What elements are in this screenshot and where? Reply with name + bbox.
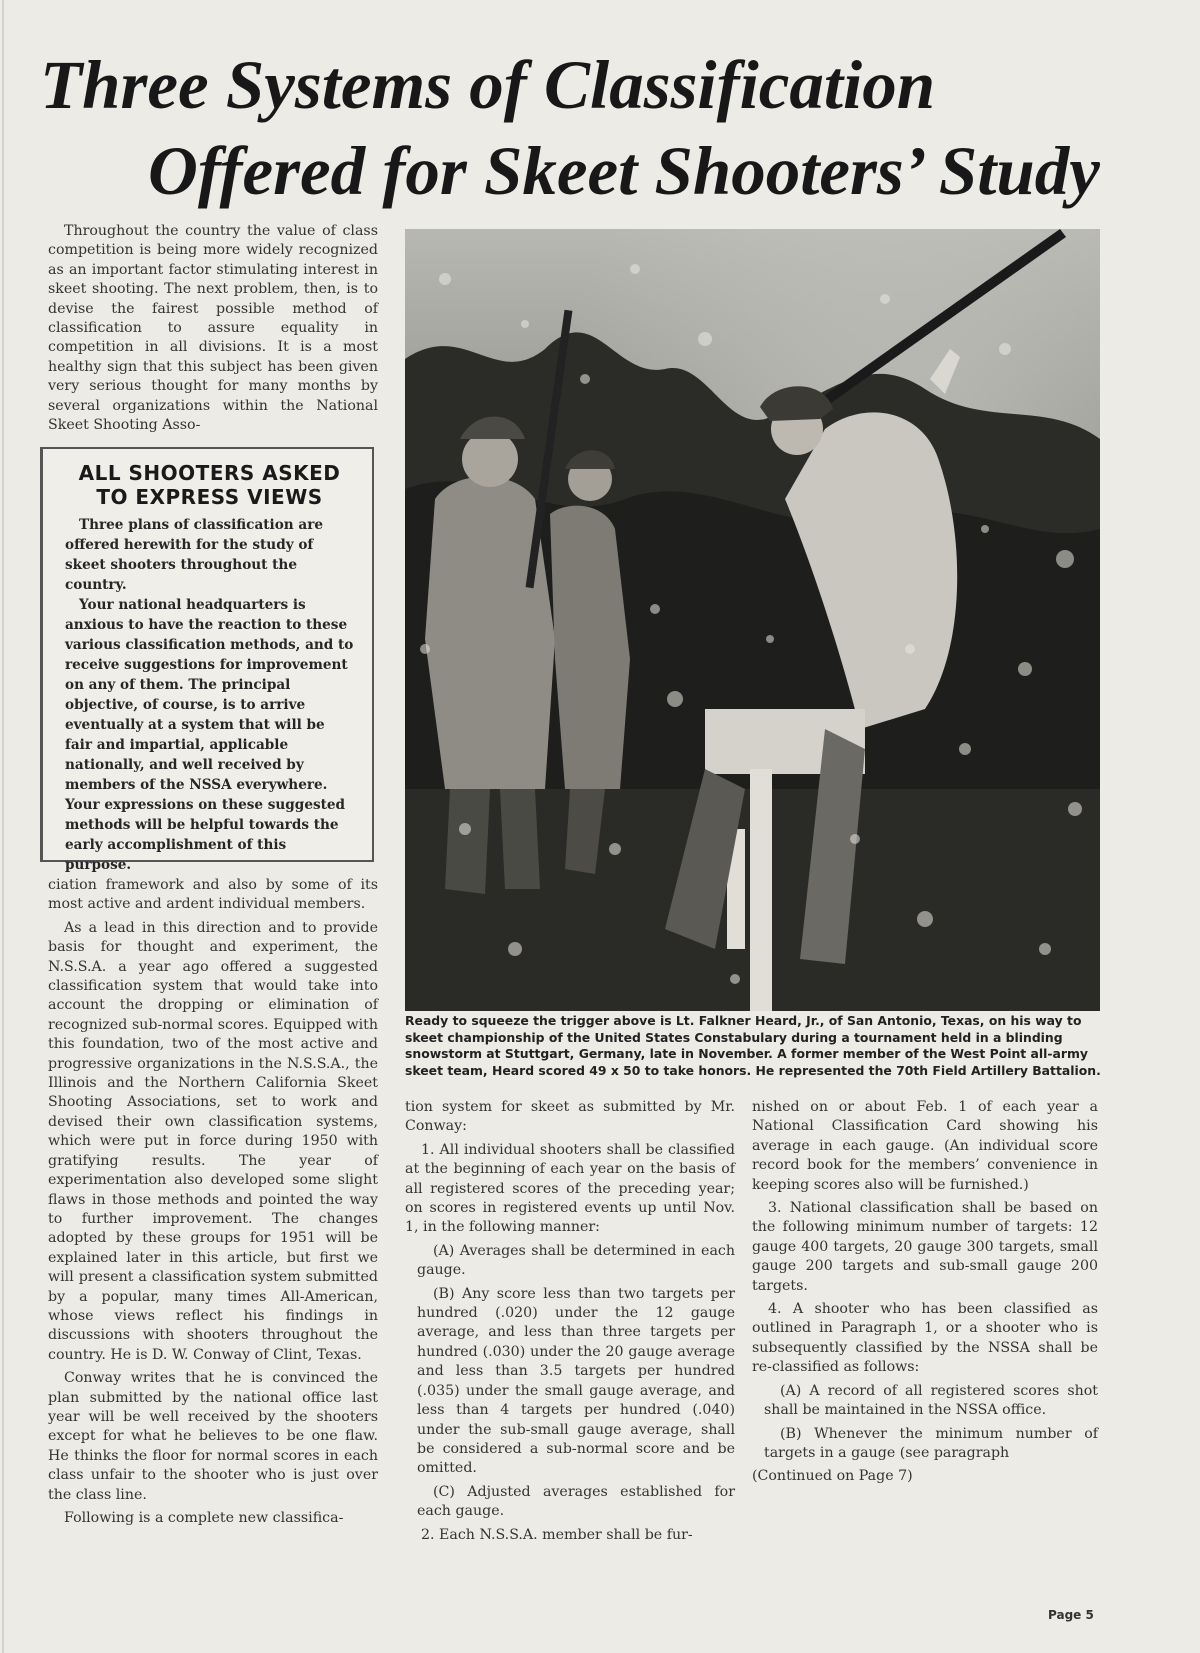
list-item: (B) Whenever the minimum number of targets in a gauge (see paragraph [764,1425,1098,1461]
body-paragraph: nished on or about Feb. 1 of each year a National Classification Card showing his average in each gauge. (An individual score record book for the members’ convenience in keeping scores also will be furnished.) [752,1099,1098,1193]
sidebar-paragraph: Three plans of classification are offered herewith for the study of skeet shooters throughout the country. [65,517,324,593]
column-1-top [48,222,378,439]
body-paragraph: Conway writes that he is convinced the plan submitted by the national office last year will be well received by the shooters except for what he believes to be one flaw. He thinks the floor for normal scores in each class unfair to the shooter who is just over the class line. [48,1370,378,1503]
list-item: (A) A record of all registered scores shot shall be maintained in the NSSA office. [764,1382,1098,1419]
body-paragraph: 2. Each N.S.S.A. member shall be fur- [421,1526,693,1543]
title-line-1: Three Systems of Classification [40,47,936,123]
page-number: Page 5 [1048,1608,1094,1622]
body-paragraph: tion system for skeet as submitted by Mr. Conway: [405,1099,735,1135]
list-item: (A) Averages shall be determined in each gauge. [417,1242,735,1279]
column-2 [405,1098,735,1549]
body-paragraph: 4. A shooter who has been classified as outlined in Paragraph 1, or a shooter who is subsequently classified by the NSSA shall be re-classified as follows: [752,1301,1098,1376]
page-gutter-line [2,0,4,1653]
sidebar-paragraph: Your national headquarters is anxious to have the reaction to these various classification methods, and to receive suggestions for improvement on any of them. The principal objective, of course, is to arrive eventually at a system that will be fair and impartial, applicable nationally, and well received by members of the NSSA everywhere. Your expressions on these suggested methods will be helpful towards the early accomplishment of this purpose. [65,597,354,873]
photo-caption: Ready to squeeze the trigger above is Lt. Falkner Heard, Jr., of San Antonio, Texas, on his way to skeet championship of the United States Constabulary during a tournament held in a blinding snowstorm at Stuttgart, Germany, late in November. A former member of the West Point all-army skeet team, Heard scored 49 x 50 to take honors. He represented the 70th Field Artillery Battalion. [405,1013,1101,1078]
continued-note: (Continued on Page 7) [752,1468,913,1485]
column-1-bottom [48,876,378,1532]
body-paragraph: ciation framework and also by some of its most active and ardent individual members. [48,877,378,913]
skeet-shooter-photo [405,229,1100,1011]
article-title [40,42,1180,214]
list-item: (C) Adjusted averages established for each gauge. [417,1483,735,1520]
body-paragraph: Following is a complete new classifica- [64,1510,344,1526]
sidebar-heading: ALL SHOOTERS ASKED TO EXPRESS VIEWS [78,461,341,509]
body-paragraph: 1. All individual shooters shall be classified at the beginning of each year on the basis of all registered scores of the preceding year; on scores in registered events up until Nov. 1, in the following manner: [405,1141,735,1236]
list-item: (B) Any score less than two targets per hundred (.020) under the 12 gauge average, and less than three targets per hundred (.030) under the 20 gauge average and less than 3.5 targets per hundred (.035) under the small gauge average, and less than 4 targets per hundred (.040) under the sub-small gauge average, shall be considered a sub-normal score and be omitted. [417,1285,735,1477]
body-paragraph: 3. National classification shall be based on the following minimum number of targets: 12 gauge 400 targets, 20 gauge 300 targets, small gauge 200 targets and sub-small gauge 200 targets. [752,1200,1098,1294]
title-line-2: Offered for Skeet Shooters’ Study [148,133,1100,209]
column-3 [752,1098,1098,1491]
sidebar-box [40,447,374,873]
body-paragraph: As a lead in this direction and to provide basis for thought and experiment, the N.S.S.A. a year ago offered a suggested classification system that would take into account the dropping or elimination of recognized sub-normal scores. Equipped with this foundation, two of the most active and progressive organizations in the N.S.S.A., the Illinois and the Northern California Skeet Shooting Associations, set to work and devised their own classification systems, which were put in force during 1950 with gratifying results. The year of experimentation also developed some slight flaws in those methods and pointed the way to further improvement. The changes adopted by these groups for 1951 will be explained later in this article, but first we will present a classification system submitted by a popular, many times All-American, whose views reflect his findings in discussions with shooters throughout the country. He is D. W. Conway of Clint, Texas. [48,919,378,1363]
intro-paragraph: Throughout the country the value of class competition is being more widely recognized as an important factor stimulating interest in skeet shooting. The next problem, then, is to devise the fairest possible method of classification to assure equality in competition in all divisions. It is a most healthy sign that this subject has been given very serious thought for many months by several organizations within the National Skeet Shooting Asso- [48,223,378,434]
